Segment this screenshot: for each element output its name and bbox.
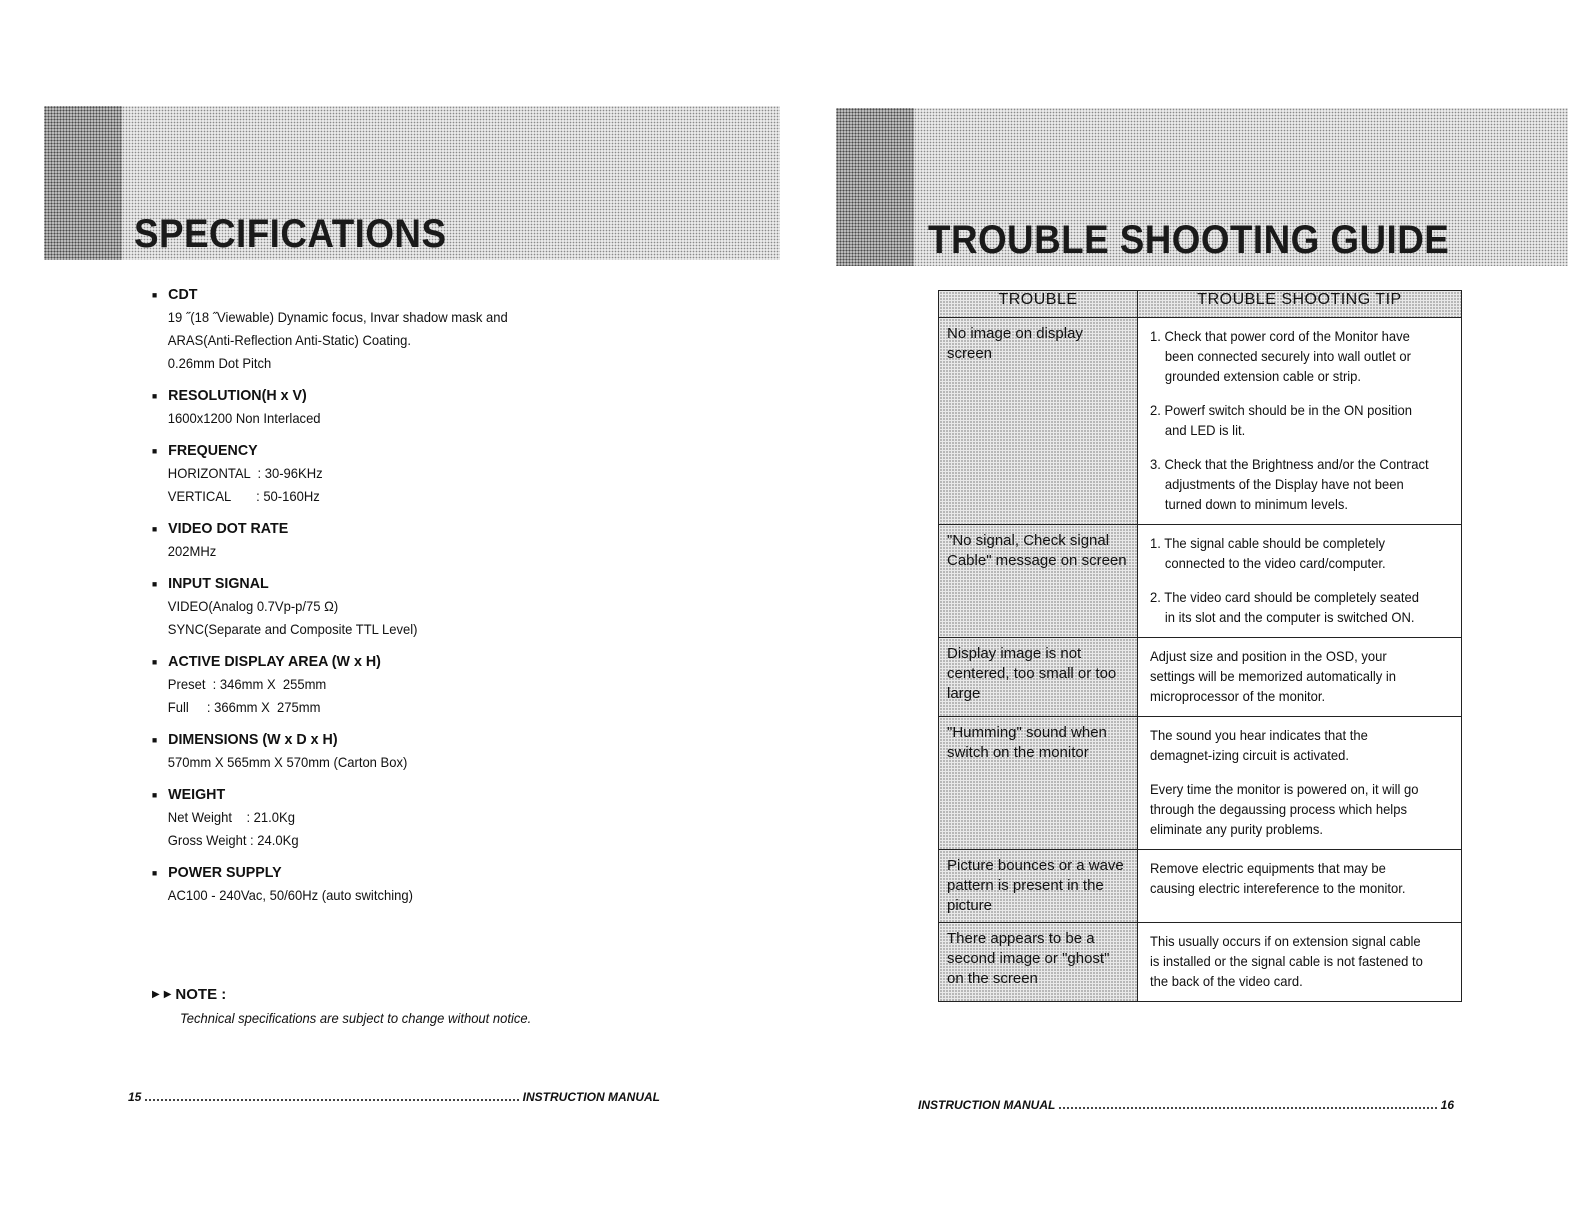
- spec-heading-text: ACTIVE DISPLAY AREA (W x H): [168, 653, 381, 670]
- bullet-icon: ■: [152, 657, 158, 667]
- specifications-list: [152, 284, 712, 917]
- note-text: Technical specifications are subject to change without notice.: [180, 1010, 532, 1026]
- page-number: 15: [128, 1090, 142, 1104]
- banner-dark-block: [836, 108, 914, 266]
- spec-heading-text: POWER SUPPLY: [168, 864, 282, 881]
- tip-paragraph: 2. The video card should be completely seated in its slot and the computer is switched ON.: [1150, 589, 1420, 625]
- table-row: [939, 850, 1462, 923]
- spec-heading: [152, 385, 684, 407]
- bullet-icon: ■: [152, 790, 158, 800]
- spec-heading: [152, 573, 684, 595]
- page-title: TROUBLE SHOOTING GUIDE: [928, 218, 1450, 262]
- trouble-cell: No image on display screen: [939, 318, 1138, 525]
- page-title: SPECIFICATIONS: [134, 212, 447, 256]
- banner-dark-block: [44, 106, 122, 260]
- spec-heading: [152, 784, 684, 806]
- tip-cell: [1138, 717, 1462, 850]
- tip-paragraph: The sound you hear indicates that the demagnet-izing circuit is activated.: [1150, 727, 1368, 763]
- footer-label: INSTRUCTION MANUAL: [522, 1090, 660, 1104]
- bullet-icon: ■: [152, 579, 158, 589]
- trouble-cell: Picture bounces or a wave pattern is present in the picture: [939, 850, 1138, 923]
- spec-line: SYNC(Separate and Composite TTL Level): [167, 621, 418, 637]
- spec-line: AC100 - 240Vac, 50/60Hz (auto switching): [167, 887, 413, 903]
- dot-leader: [1059, 1099, 1436, 1109]
- spec-section: [152, 440, 712, 508]
- bullet-icon: ■: [152, 524, 158, 534]
- left-footer: [128, 1090, 660, 1104]
- bullet-icon: ■: [152, 868, 158, 878]
- bullet-icon: ■: [152, 735, 158, 745]
- spec-heading: [152, 862, 684, 884]
- spec-line: VERTICAL : 50-160Hz: [167, 488, 320, 504]
- tip-cell: [1138, 318, 1462, 525]
- spec-section: [152, 729, 712, 774]
- spec-line: 202MHz: [167, 543, 217, 559]
- dot-leader: [145, 1091, 518, 1101]
- tip-paragraph: Every time the monitor is powered on, it will go through the degaussing process which helps eliminate any purity problems.: [1150, 781, 1419, 837]
- trouble-cell: Display image is not centered, too small or too large: [939, 638, 1138, 717]
- spec-line: 0.26mm Dot Pitch: [167, 355, 272, 371]
- table-row: [939, 638, 1462, 717]
- spec-heading-text: DIMENSIONS (W x D x H): [168, 731, 338, 748]
- spec-line: Full : 366mm X 275mm: [167, 699, 321, 715]
- column-header-trouble: TROUBLE: [939, 291, 1138, 318]
- spec-heading: [152, 729, 684, 751]
- tip-paragraph: 2. Powerf switch should be in the ON position and LED is lit.: [1150, 402, 1412, 438]
- tip-paragraph: 1. The signal cable should be completely connected to the video card/computer.: [1150, 535, 1386, 571]
- tip-cell: [1138, 525, 1462, 638]
- spec-section: [152, 651, 712, 719]
- specifications-banner: [44, 106, 780, 260]
- spec-heading-text: INPUT SIGNAL: [168, 575, 269, 592]
- table-row: [939, 717, 1462, 850]
- spec-heading: [152, 284, 684, 306]
- spec-section: [152, 284, 712, 375]
- spec-heading: [152, 440, 684, 462]
- spec-line: Net Weight : 21.0Kg: [167, 809, 295, 825]
- spec-line: HORIZONTAL : 30-96KHz: [167, 465, 323, 481]
- tip-paragraph: This usually occurs if on extension signal cable is installed or the signal cable is not fastened to the back of the video card.: [1150, 933, 1423, 989]
- table-row: [939, 923, 1462, 1002]
- trouble-cell: "Humming" sound when switch on the monitor: [939, 717, 1138, 850]
- spec-line: VIDEO(Analog 0.7Vp-p/75 Ω): [167, 598, 339, 614]
- column-header-tip: TROUBLE SHOOTING TIP: [1138, 291, 1462, 318]
- bullet-icon: ■: [152, 290, 158, 300]
- bullet-icon: ■: [152, 446, 158, 456]
- tip-paragraph: Adjust size and position in the OSD, your settings will be memorized automatically in microprocessor of the monitor.: [1150, 648, 1397, 704]
- trouble-shooting-banner: [836, 108, 1568, 266]
- spec-line: Preset : 346mm X 255mm: [167, 676, 327, 692]
- table-body: [939, 318, 1462, 1002]
- spec-line: 570mm X 565mm X 570mm (Carton Box): [167, 754, 408, 770]
- spec-section: [152, 862, 712, 907]
- trouble-cell: "No signal, Check signal Cable" message on screen: [939, 525, 1138, 638]
- table-row: [939, 525, 1462, 638]
- right-footer: [918, 1098, 1454, 1112]
- tip-cell: [1138, 923, 1462, 1002]
- tip-cell: [1138, 850, 1462, 923]
- arrow-icon: ▶: [152, 989, 160, 1000]
- tip-paragraph: Remove electric equipments that may be causing electric intereference to the monitor.: [1150, 860, 1406, 896]
- spec-line: 1600x1200 Non Interlaced: [167, 410, 321, 426]
- spec-heading-text: WEIGHT: [168, 786, 226, 803]
- footer-label: INSTRUCTION MANUAL: [918, 1098, 1056, 1112]
- bullet-icon: ■: [152, 391, 158, 401]
- table-row: [939, 318, 1462, 525]
- spec-heading-text: RESOLUTION(H x V): [168, 387, 307, 404]
- tip-cell: [1138, 638, 1462, 717]
- spec-line: Gross Weight : 24.0Kg: [167, 832, 299, 848]
- spec-line: 19 ˝(18 ˝Viewable) Dynamic focus, Invar shadow mask and: [167, 309, 508, 325]
- spec-section: [152, 784, 712, 852]
- spec-heading: [152, 518, 684, 540]
- table-header-row: [939, 291, 1462, 318]
- tip-paragraph: 1. Check that power cord of the Monitor have been connected securely into wall outlet or grounded extension cable or strip.: [1150, 328, 1411, 384]
- spec-heading-text: VIDEO DOT RATE: [168, 520, 289, 537]
- spec-heading: [152, 651, 684, 673]
- trouble-shooting-table: [938, 290, 1462, 1002]
- note-heading: [152, 986, 226, 1003]
- spec-section: [152, 385, 712, 430]
- spec-section: [152, 518, 712, 563]
- trouble-cell: There appears to be a second image or "ghost" on the screen: [939, 923, 1138, 1002]
- spec-heading-text: CDT: [168, 286, 198, 303]
- spec-heading-text: FREQUENCY: [168, 442, 258, 459]
- spec-line: ARAS(Anti-Reflection Anti-Static) Coating.: [167, 332, 411, 348]
- page-number: 16: [1440, 1098, 1454, 1112]
- note-label: NOTE :: [175, 986, 227, 1003]
- arrow-icon: ▶: [163, 989, 172, 1000]
- tip-paragraph: 3. Check that the Brightness and/or the Contract adjustments of the Display have not been turned down to minimum levels.: [1150, 456, 1429, 512]
- spec-section: [152, 573, 712, 641]
